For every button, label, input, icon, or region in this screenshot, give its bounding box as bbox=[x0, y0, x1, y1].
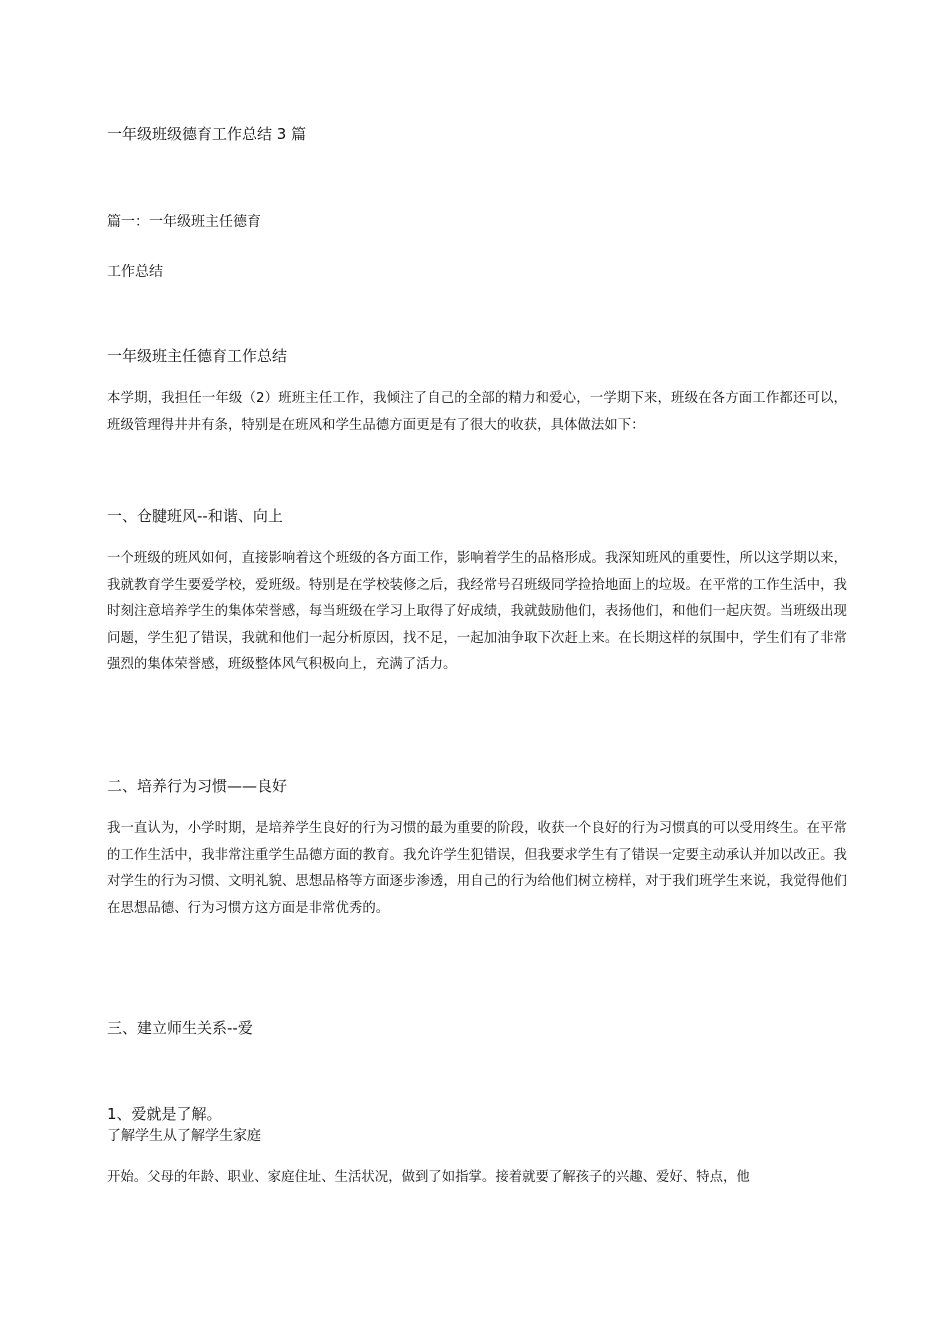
item-1-heading: 1、爱就是了解。 bbox=[107, 1105, 222, 1123]
document-title: 一年级班级德育工作总结 3 篇 bbox=[107, 125, 307, 143]
item-1-paragraph: 开始。父母的年龄、职业、家庭住址、生活状况，做到了如指掌。接着就要了解孩子的兴趣、爱好、特点，他 bbox=[107, 1170, 750, 1185]
intro-paragraph: 本学期，我担任一年级（2）班班主任工作，我倾注了自己的全部的精力和爱心，一学期下来，班级在各方面工作都还可以，班级管理得井井有条，特别是在班风和学生品德方面更是有了很大的收获，具体做法如下： bbox=[107, 391, 847, 433]
summary-subtitle: 一年级班主任德育工作总结 bbox=[107, 347, 288, 365]
section-1-paragraph: 一个班级的班风如何，直接影响着这个班级的各方面工作，影响着学生的品格形成。我深知班风的重要性，所以这学期以来，我就教育学生要爱学校，爱班级。特别是在学校装修之后，我经常号召班级同学捡拾地面上的垃圾。在平常的工作生活中，我时刻注意培养学生的集体荣誉感，每当班级在学习上取得了好成绩，我就鼓励他们，表扬他们，和他们一起庆贺。当班级出现问题，学生犯了错误，我就和他们一起分析原因，找不足，一起加油争取下次赶上来。在长期这样的氛围中，学生们有了非常强烈的集体荣誉感，班级整体风气积极向上，充满了活力。 bbox=[107, 551, 847, 672]
section-1-heading: 一、仓腱班风--和谐、向上 bbox=[107, 507, 283, 525]
section-2-heading: 二、培养行为习惯——良好 bbox=[107, 777, 288, 795]
item-1-subline: 了解学生从了解学生家庭 bbox=[107, 1128, 261, 1144]
part1-heading-continued: 工作总结 bbox=[107, 264, 163, 280]
section-3-heading: 三、建立师生关系--爱 bbox=[107, 1019, 253, 1037]
part1-heading: 篇一：一年级班主任德育 bbox=[107, 214, 261, 230]
section-2-paragraph: 我一直认为，小学时期，是培养学生良好的行为习惯的最为重要的阶段，收获一个良好的行为习惯真的可以受用终生。在平常的工作生活中，我非常注重学生品德方面的教育。我允许学生犯错误，但我要求学生有了错误一定要主动承认并加以改正。我对学生的行为习惯、文明礼貌、思想品格等方面逐步渗透，用自己的行为给他们树立榜样，对于我们班学生来说，我觉得他们在思想品德、行为习惯方这方面是非常优秀的。 bbox=[107, 821, 847, 916]
